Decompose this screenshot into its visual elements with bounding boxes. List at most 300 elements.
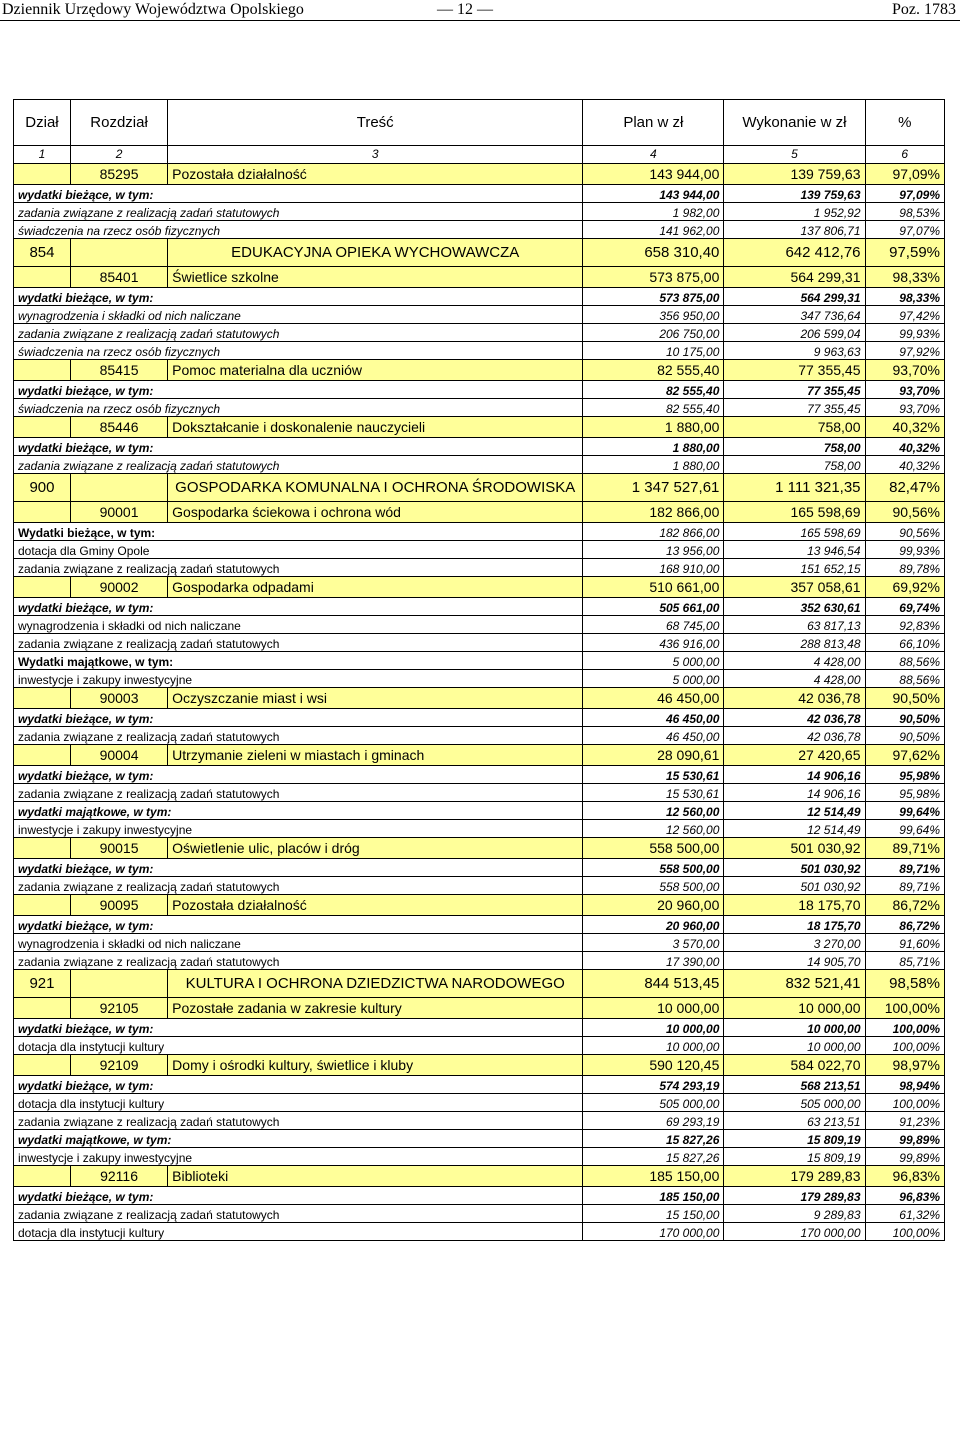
detail-row bbox=[14, 1187, 945, 1205]
wykonanie-cell: 14 906,16 bbox=[724, 766, 865, 784]
column-numbers-row bbox=[14, 146, 945, 164]
plan-cell: 10 000,00 bbox=[583, 1037, 724, 1055]
detail-row bbox=[14, 1112, 945, 1130]
detail-row bbox=[14, 802, 945, 820]
plan-cell: 46 450,00 bbox=[583, 709, 724, 727]
wykonanie-cell: 9 963,63 bbox=[724, 342, 865, 360]
plan-cell: 1 880,00 bbox=[583, 456, 724, 474]
tresc-cell: Pozostała działalność bbox=[168, 164, 583, 185]
percent-cell: 89,71% bbox=[865, 877, 944, 895]
chapter-row bbox=[14, 417, 945, 438]
detail-label: zadania związane z realizacją zadań statutowych bbox=[14, 1112, 583, 1130]
col-number: 3 bbox=[168, 146, 583, 164]
detail-label: Wydatki bieżące, w tym: bbox=[14, 523, 583, 541]
dzial-cell bbox=[14, 417, 71, 438]
plan-cell: 143 944,00 bbox=[583, 185, 724, 203]
plan-cell: 558 500,00 bbox=[583, 859, 724, 877]
detail-label: świadczenia na rzecz osób fizycznych bbox=[14, 342, 583, 360]
detail-label: zadania związane z realizacją zadań statutowych bbox=[14, 877, 583, 895]
percent-cell: 99,89% bbox=[865, 1130, 944, 1148]
wykonanie-cell: 352 630,61 bbox=[724, 598, 865, 616]
wykonanie-cell: 758,00 bbox=[724, 456, 865, 474]
detail-row bbox=[14, 1037, 945, 1055]
rozdzial-cell: 90015 bbox=[70, 838, 167, 859]
plan-cell: 573 875,00 bbox=[583, 288, 724, 306]
detail-label: wydatki bieżące, w tym: bbox=[14, 598, 583, 616]
detail-row bbox=[14, 559, 945, 577]
plan-cell: 206 750,00 bbox=[583, 324, 724, 342]
detail-row bbox=[14, 438, 945, 456]
detail-label: wydatki bieżące, w tym: bbox=[14, 859, 583, 877]
chapter-row bbox=[14, 164, 945, 185]
detail-row bbox=[14, 1223, 945, 1241]
plan-cell: 82 555,40 bbox=[583, 381, 724, 399]
rozdzial-cell bbox=[70, 239, 167, 267]
plan-cell: 3 570,00 bbox=[583, 934, 724, 952]
wykonanie-cell: 77 355,45 bbox=[724, 381, 865, 399]
plan-cell: 10 000,00 bbox=[583, 998, 724, 1019]
col-header-tresc: Treść bbox=[168, 100, 583, 146]
dzial-cell bbox=[14, 1055, 71, 1076]
rozdzial-cell: 85401 bbox=[70, 267, 167, 288]
rozdzial-cell bbox=[70, 474, 167, 502]
detail-row bbox=[14, 859, 945, 877]
rozdzial-cell: 90004 bbox=[70, 745, 167, 766]
percent-cell: 95,98% bbox=[865, 766, 944, 784]
detail-label: zadania związane z realizacją zadań statutowych bbox=[14, 324, 583, 342]
wykonanie-cell: 27 420,65 bbox=[724, 745, 865, 766]
plan-cell: 590 120,45 bbox=[583, 1055, 724, 1076]
wykonanie-cell: 206 599,04 bbox=[724, 324, 865, 342]
wykonanie-cell: 501 030,92 bbox=[724, 877, 865, 895]
tresc-cell: EDUKACYJNA OPIEKA WYCHOWAWCZA bbox=[168, 239, 583, 267]
detail-row bbox=[14, 727, 945, 745]
wykonanie-cell: 12 514,49 bbox=[724, 802, 865, 820]
chapter-row bbox=[14, 1166, 945, 1187]
wykonanie-cell: 165 598,69 bbox=[724, 502, 865, 523]
percent-cell: 99,93% bbox=[865, 324, 944, 342]
percent-cell: 96,83% bbox=[865, 1166, 944, 1187]
tresc-cell: Utrzymanie zieleni w miastach i gminach bbox=[168, 745, 583, 766]
dzial-cell bbox=[14, 267, 71, 288]
wykonanie-cell: 151 652,15 bbox=[724, 559, 865, 577]
wykonanie-cell: 10 000,00 bbox=[724, 998, 865, 1019]
wykonanie-cell: 13 946,54 bbox=[724, 541, 865, 559]
plan-cell: 82 555,40 bbox=[583, 360, 724, 381]
detail-label: zadania związane z realizacją zadań statutowych bbox=[14, 634, 583, 652]
wykonanie-cell: 505 000,00 bbox=[724, 1094, 865, 1112]
wykonanie-cell: 10 000,00 bbox=[724, 1019, 865, 1037]
plan-cell: 505 661,00 bbox=[583, 598, 724, 616]
wykonanie-cell: 1 111 321,35 bbox=[724, 474, 865, 502]
detail-label: wydatki bieżące, w tym: bbox=[14, 766, 583, 784]
detail-label: dotacja dla instytucji kultury bbox=[14, 1094, 583, 1112]
chapter-row bbox=[14, 1055, 945, 1076]
detail-row bbox=[14, 1019, 945, 1037]
wykonanie-cell: 42 036,78 bbox=[724, 709, 865, 727]
wykonanie-cell: 4 428,00 bbox=[724, 670, 865, 688]
dzial-cell bbox=[14, 688, 71, 709]
percent-cell: 91,60% bbox=[865, 934, 944, 952]
detail-label: świadczenia na rzecz osób fizycznych bbox=[14, 221, 583, 239]
dzial-cell: 854 bbox=[14, 239, 71, 267]
rozdzial-cell: 90003 bbox=[70, 688, 167, 709]
rozdzial-cell bbox=[70, 970, 167, 998]
dzial-cell bbox=[14, 360, 71, 381]
col-number: 5 bbox=[724, 146, 865, 164]
detail-label: inwestycje i zakupy inwestycyjne bbox=[14, 1148, 583, 1166]
percent-cell: 89,71% bbox=[865, 838, 944, 859]
detail-label: wydatki bieżące, w tym: bbox=[14, 185, 583, 203]
detail-label: świadczenia na rzecz osób fizycznych bbox=[14, 399, 583, 417]
percent-cell: 61,32% bbox=[865, 1205, 944, 1223]
dzial-cell bbox=[14, 577, 71, 598]
wykonanie-cell: 564 299,31 bbox=[724, 267, 865, 288]
plan-cell: 15 530,61 bbox=[583, 766, 724, 784]
detail-row bbox=[14, 381, 945, 399]
plan-cell: 356 950,00 bbox=[583, 306, 724, 324]
detail-row bbox=[14, 1094, 945, 1112]
tresc-cell: Dokształcanie i doskonalenie nauczycieli bbox=[168, 417, 583, 438]
percent-cell: 86,72% bbox=[865, 895, 944, 916]
plan-cell: 182 866,00 bbox=[583, 502, 724, 523]
rozdzial-cell: 85446 bbox=[70, 417, 167, 438]
detail-label: inwestycje i zakupy inwestycyjne bbox=[14, 820, 583, 838]
tresc-cell: Oczyszczanie miast i wsi bbox=[168, 688, 583, 709]
percent-cell: 69,92% bbox=[865, 577, 944, 598]
rozdzial-cell: 92109 bbox=[70, 1055, 167, 1076]
detail-label: dotacja dla instytucji kultury bbox=[14, 1223, 583, 1241]
detail-label: wydatki bieżące, w tym: bbox=[14, 709, 583, 727]
percent-cell: 97,09% bbox=[865, 185, 944, 203]
tresc-cell: Gospodarka odpadami bbox=[168, 577, 583, 598]
percent-cell: 99,89% bbox=[865, 1148, 944, 1166]
chapter-row bbox=[14, 360, 945, 381]
plan-cell: 15 530,61 bbox=[583, 784, 724, 802]
table-header-row bbox=[14, 100, 945, 146]
percent-cell: 40,32% bbox=[865, 456, 944, 474]
chapter-row bbox=[14, 502, 945, 523]
wykonanie-cell: 584 022,70 bbox=[724, 1055, 865, 1076]
detail-row bbox=[14, 324, 945, 342]
wykonanie-cell: 758,00 bbox=[724, 417, 865, 438]
col-number: 4 bbox=[583, 146, 724, 164]
detail-row bbox=[14, 616, 945, 634]
plan-cell: 10 000,00 bbox=[583, 1019, 724, 1037]
percent-cell: 98,94% bbox=[865, 1076, 944, 1094]
percent-cell: 86,72% bbox=[865, 916, 944, 934]
detail-label: wynagrodzenia i składki od nich naliczane bbox=[14, 306, 583, 324]
detail-row bbox=[14, 877, 945, 895]
percent-cell: 85,71% bbox=[865, 952, 944, 970]
col-number: 6 bbox=[865, 146, 944, 164]
detail-row bbox=[14, 952, 945, 970]
percent-cell: 90,50% bbox=[865, 727, 944, 745]
detail-label: wydatki bieżące, w tym: bbox=[14, 916, 583, 934]
percent-cell: 99,93% bbox=[865, 541, 944, 559]
chapter-row bbox=[14, 267, 945, 288]
plan-cell: 5 000,00 bbox=[583, 670, 724, 688]
wykonanie-cell: 14 905,70 bbox=[724, 952, 865, 970]
detail-label: wydatki bieżące, w tym: bbox=[14, 1076, 583, 1094]
wykonanie-cell: 170 000,00 bbox=[724, 1223, 865, 1241]
section-row bbox=[14, 239, 945, 267]
dzial-cell bbox=[14, 998, 71, 1019]
detail-label: zadania związane z realizacją zadań statutowych bbox=[14, 784, 583, 802]
percent-cell: 69,74% bbox=[865, 598, 944, 616]
wykonanie-cell: 4 428,00 bbox=[724, 652, 865, 670]
plan-cell: 12 560,00 bbox=[583, 820, 724, 838]
plan-cell: 141 962,00 bbox=[583, 221, 724, 239]
wykonanie-cell: 9 289,83 bbox=[724, 1205, 865, 1223]
page-number: — 12 — bbox=[437, 1, 493, 18]
plan-cell: 844 513,45 bbox=[583, 970, 724, 998]
plan-cell: 13 956,00 bbox=[583, 541, 724, 559]
col-header-dzial: Dział bbox=[14, 100, 71, 146]
detail-row bbox=[14, 306, 945, 324]
dzial-cell bbox=[14, 164, 71, 185]
detail-label: zadania związane z realizacją zadań statutowych bbox=[14, 727, 583, 745]
detail-row bbox=[14, 670, 945, 688]
detail-label: dotacja dla Gminy Opole bbox=[14, 541, 583, 559]
wykonanie-cell: 179 289,83 bbox=[724, 1187, 865, 1205]
detail-row bbox=[14, 456, 945, 474]
col-header-wykonanie: Wykonanie w zł bbox=[724, 100, 865, 146]
percent-cell: 98,53% bbox=[865, 203, 944, 221]
detail-label: wynagrodzenia i składki od nich naliczane bbox=[14, 934, 583, 952]
percent-cell: 92,83% bbox=[865, 616, 944, 634]
wykonanie-cell: 63 817,13 bbox=[724, 616, 865, 634]
percent-cell: 90,56% bbox=[865, 502, 944, 523]
detail-label: zadania związane z realizacją zadań statutowych bbox=[14, 1205, 583, 1223]
percent-cell: 100,00% bbox=[865, 1094, 944, 1112]
wykonanie-cell: 10 000,00 bbox=[724, 1037, 865, 1055]
detail-label: zadania związane z realizacją zadań statutowych bbox=[14, 952, 583, 970]
plan-cell: 5 000,00 bbox=[583, 652, 724, 670]
wykonanie-cell: 501 030,92 bbox=[724, 838, 865, 859]
plan-cell: 46 450,00 bbox=[583, 688, 724, 709]
plan-cell: 185 150,00 bbox=[583, 1166, 724, 1187]
wykonanie-cell: 63 213,51 bbox=[724, 1112, 865, 1130]
percent-cell: 98,33% bbox=[865, 267, 944, 288]
plan-cell: 573 875,00 bbox=[583, 267, 724, 288]
plan-cell: 436 916,00 bbox=[583, 634, 724, 652]
detail-row bbox=[14, 1076, 945, 1094]
wykonanie-cell: 357 058,61 bbox=[724, 577, 865, 598]
detail-label: Wydatki majątkowe, w tym: bbox=[14, 652, 583, 670]
page-header bbox=[0, 0, 960, 21]
percent-cell: 40,32% bbox=[865, 417, 944, 438]
dzial-cell bbox=[14, 502, 71, 523]
wykonanie-cell: 832 521,41 bbox=[724, 970, 865, 998]
detail-row bbox=[14, 916, 945, 934]
detail-row bbox=[14, 342, 945, 360]
percent-cell: 90,50% bbox=[865, 709, 944, 727]
plan-cell: 558 500,00 bbox=[583, 838, 724, 859]
plan-cell: 12 560,00 bbox=[583, 802, 724, 820]
percent-cell: 98,33% bbox=[865, 288, 944, 306]
wykonanie-cell: 1 952,92 bbox=[724, 203, 865, 221]
detail-row bbox=[14, 709, 945, 727]
col-header-rozdzial: Rozdział bbox=[70, 100, 167, 146]
detail-row bbox=[14, 634, 945, 652]
wykonanie-cell: 77 355,45 bbox=[724, 399, 865, 417]
dzial-cell bbox=[14, 895, 71, 916]
plan-cell: 510 661,00 bbox=[583, 577, 724, 598]
wykonanie-cell: 12 514,49 bbox=[724, 820, 865, 838]
dzial-cell bbox=[14, 745, 71, 766]
detail-label: wydatki majątkowe, w tym: bbox=[14, 802, 583, 820]
section-row bbox=[14, 474, 945, 502]
percent-cell: 97,07% bbox=[865, 221, 944, 239]
plan-cell: 68 745,00 bbox=[583, 616, 724, 634]
wykonanie-cell: 139 759,63 bbox=[724, 164, 865, 185]
detail-row bbox=[14, 934, 945, 952]
col-number: 1 bbox=[14, 146, 71, 164]
detail-row bbox=[14, 1205, 945, 1223]
plan-cell: 17 390,00 bbox=[583, 952, 724, 970]
wykonanie-cell: 3 270,00 bbox=[724, 934, 865, 952]
percent-cell: 90,50% bbox=[865, 688, 944, 709]
wykonanie-cell: 501 030,92 bbox=[724, 859, 865, 877]
wykonanie-cell: 288 813,48 bbox=[724, 634, 865, 652]
wykonanie-cell: 139 759,63 bbox=[724, 185, 865, 203]
tresc-cell: Świetlice szkolne bbox=[168, 267, 583, 288]
detail-row bbox=[14, 221, 945, 239]
plan-cell: 1 880,00 bbox=[583, 438, 724, 456]
wykonanie-cell: 568 213,51 bbox=[724, 1076, 865, 1094]
detail-row bbox=[14, 652, 945, 670]
percent-cell: 97,62% bbox=[865, 745, 944, 766]
budget-table bbox=[13, 99, 945, 1241]
detail-row bbox=[14, 185, 945, 203]
plan-cell: 182 866,00 bbox=[583, 523, 724, 541]
percent-cell: 91,23% bbox=[865, 1112, 944, 1130]
detail-label: wydatki bieżące, w tym: bbox=[14, 381, 583, 399]
detail-label: wydatki bieżące, w tym: bbox=[14, 438, 583, 456]
rozdzial-cell: 92105 bbox=[70, 998, 167, 1019]
plan-cell: 20 960,00 bbox=[583, 895, 724, 916]
tresc-cell: Biblioteki bbox=[168, 1166, 583, 1187]
plan-cell: 185 150,00 bbox=[583, 1187, 724, 1205]
chapter-row bbox=[14, 688, 945, 709]
rozdzial-cell: 85295 bbox=[70, 164, 167, 185]
plan-cell: 10 175,00 bbox=[583, 342, 724, 360]
wykonanie-cell: 77 355,45 bbox=[724, 360, 865, 381]
wykonanie-cell: 42 036,78 bbox=[724, 727, 865, 745]
plan-cell: 15 827,26 bbox=[583, 1148, 724, 1166]
plan-cell: 15 827,26 bbox=[583, 1130, 724, 1148]
plan-cell: 20 960,00 bbox=[583, 916, 724, 934]
chapter-row bbox=[14, 895, 945, 916]
percent-cell: 97,42% bbox=[865, 306, 944, 324]
detail-label: wydatki majątkowe, w tym: bbox=[14, 1130, 583, 1148]
percent-cell: 88,56% bbox=[865, 652, 944, 670]
rozdzial-cell: 90002 bbox=[70, 577, 167, 598]
detail-row bbox=[14, 203, 945, 221]
detail-label: dotacja dla instytucji kultury bbox=[14, 1037, 583, 1055]
plan-cell: 505 000,00 bbox=[583, 1094, 724, 1112]
detail-label: wydatki bieżące, w tym: bbox=[14, 1019, 583, 1037]
dzial-cell bbox=[14, 838, 71, 859]
rozdzial-cell: 90001 bbox=[70, 502, 167, 523]
detail-row bbox=[14, 1148, 945, 1166]
chapter-row bbox=[14, 838, 945, 859]
plan-cell: 15 150,00 bbox=[583, 1205, 724, 1223]
detail-row bbox=[14, 1130, 945, 1148]
tresc-cell: Pomoc materialna dla uczniów bbox=[168, 360, 583, 381]
section-row bbox=[14, 970, 945, 998]
tresc-cell: Pozostałe zadania w zakresie kultury bbox=[168, 998, 583, 1019]
tresc-cell: KULTURA I OCHRONA DZIEDZICTWA NARODOWEGO bbox=[168, 970, 583, 998]
col-header-procent: % bbox=[865, 100, 944, 146]
journal-title: Dziennik Urzędowy Województwa Opolskiego bbox=[2, 1, 304, 18]
rozdzial-cell: 92116 bbox=[70, 1166, 167, 1187]
chapter-row bbox=[14, 998, 945, 1019]
percent-cell: 100,00% bbox=[865, 998, 944, 1019]
percent-cell: 88,56% bbox=[865, 670, 944, 688]
plan-cell: 82 555,40 bbox=[583, 399, 724, 417]
tresc-cell: Oświetlenie ulic, placów i dróg bbox=[168, 838, 583, 859]
plan-cell: 170 000,00 bbox=[583, 1223, 724, 1241]
chapter-row bbox=[14, 745, 945, 766]
percent-cell: 66,10% bbox=[865, 634, 944, 652]
plan-cell: 658 310,40 bbox=[583, 239, 724, 267]
rozdzial-cell: 85415 bbox=[70, 360, 167, 381]
wykonanie-cell: 179 289,83 bbox=[724, 1166, 865, 1187]
detail-label: wydatki bieżące, w tym: bbox=[14, 288, 583, 306]
position-number: Poz. 1783 bbox=[892, 1, 956, 18]
wykonanie-cell: 758,00 bbox=[724, 438, 865, 456]
plan-cell: 1 347 527,61 bbox=[583, 474, 724, 502]
wykonanie-cell: 15 809,19 bbox=[724, 1130, 865, 1148]
percent-cell: 82,47% bbox=[865, 474, 944, 502]
detail-row bbox=[14, 288, 945, 306]
detail-label: zadania związane z realizacją zadań statutowych bbox=[14, 559, 583, 577]
wykonanie-cell: 165 598,69 bbox=[724, 523, 865, 541]
detail-label: inwestycje i zakupy inwestycyjne bbox=[14, 670, 583, 688]
detail-row bbox=[14, 766, 945, 784]
col-number: 2 bbox=[70, 146, 167, 164]
detail-row bbox=[14, 541, 945, 559]
plan-cell: 69 293,19 bbox=[583, 1112, 724, 1130]
tresc-cell: Domy i ośrodki kultury, świetlice i kluby bbox=[168, 1055, 583, 1076]
percent-cell: 97,92% bbox=[865, 342, 944, 360]
percent-cell: 97,59% bbox=[865, 239, 944, 267]
wykonanie-cell: 137 806,71 bbox=[724, 221, 865, 239]
detail-row bbox=[14, 523, 945, 541]
percent-cell: 100,00% bbox=[865, 1037, 944, 1055]
plan-cell: 558 500,00 bbox=[583, 877, 724, 895]
tresc-cell: GOSPODARKA KOMUNALNA I OCHRONA ŚRODOWISKA bbox=[168, 474, 583, 502]
wykonanie-cell: 14 906,16 bbox=[724, 784, 865, 802]
percent-cell: 89,71% bbox=[865, 859, 944, 877]
col-header-plan: Plan w zł bbox=[583, 100, 724, 146]
percent-cell: 97,09% bbox=[865, 164, 944, 185]
dzial-cell: 921 bbox=[14, 970, 71, 998]
percent-cell: 99,64% bbox=[865, 820, 944, 838]
percent-cell: 98,97% bbox=[865, 1055, 944, 1076]
chapter-row bbox=[14, 577, 945, 598]
detail-row bbox=[14, 820, 945, 838]
percent-cell: 100,00% bbox=[865, 1019, 944, 1037]
detail-row bbox=[14, 784, 945, 802]
percent-cell: 95,98% bbox=[865, 784, 944, 802]
plan-cell: 574 293,19 bbox=[583, 1076, 724, 1094]
plan-cell: 28 090,61 bbox=[583, 745, 724, 766]
detail-row bbox=[14, 399, 945, 417]
percent-cell: 99,64% bbox=[865, 802, 944, 820]
